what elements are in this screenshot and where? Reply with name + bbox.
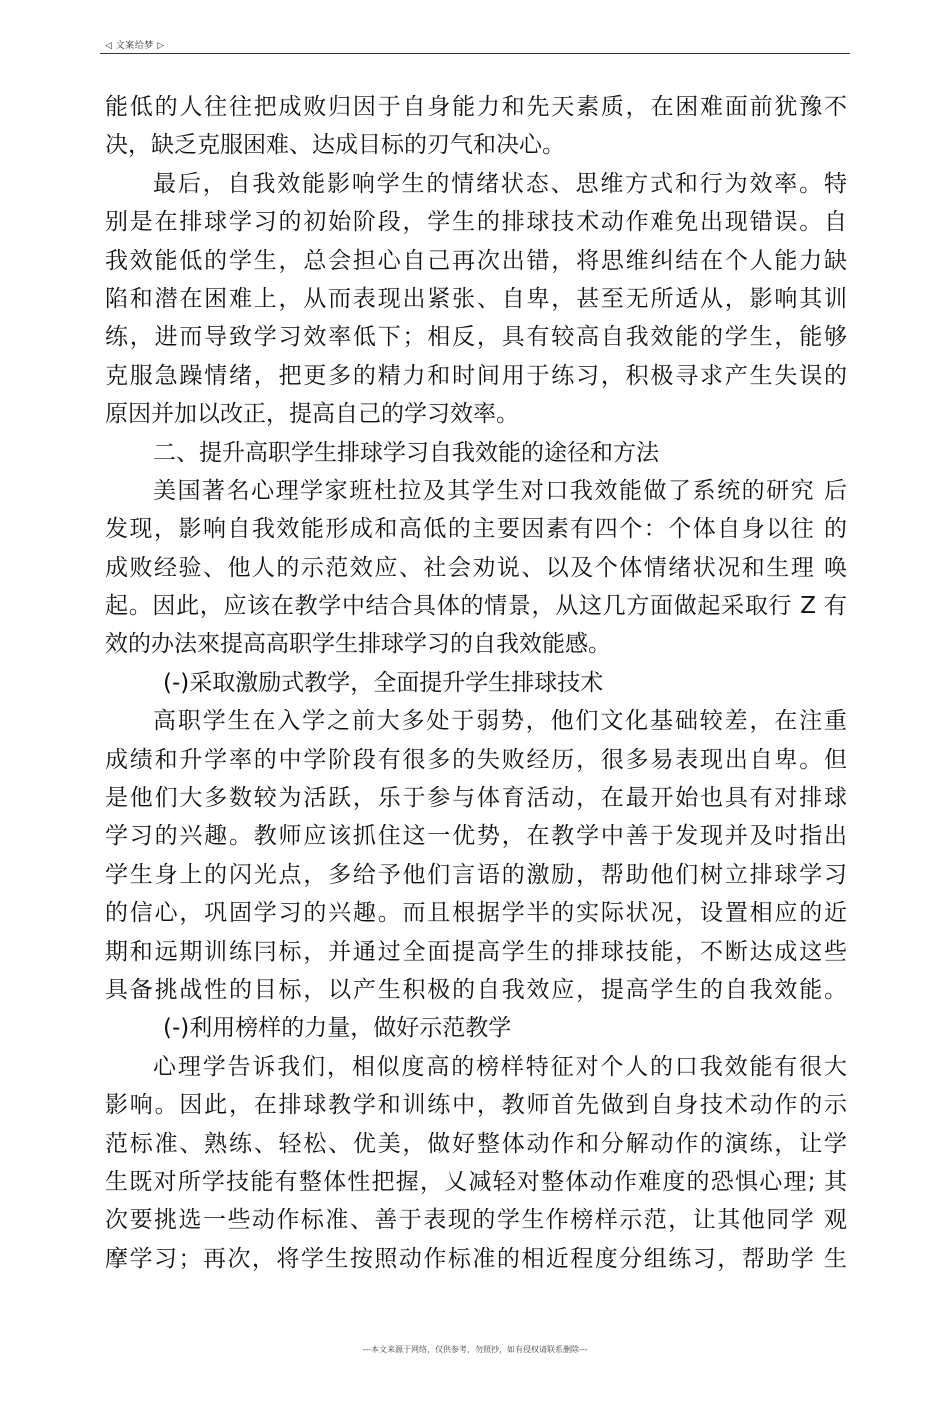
body-line: 成绩和升学率的中学阶段有很多的失败经历，很多易表现出自卑。但 [105, 746, 847, 773]
body-line: 次要挑选一些动作标准、善于表现的学生作榜样示范，让其他同学 观 [105, 1207, 847, 1234]
body-line: 能低的人往往把成败归因于自身能力和先天素质，在困难面前犹豫不 [105, 94, 847, 120]
body-line: 生既对所学技能有整体性把握，乂减轻对整体动作难度的恐惧心理; 其 [105, 1168, 847, 1195]
body-line: 原因并加以改正，提高自己的学习效率。 [105, 401, 519, 428]
body-line: 是他们大多数较为活跃，乐于参与体育活动，在最开始也具有对排球 [105, 785, 847, 812]
body-line: 心理学告诉我们，相似度高的榜样特征对个人的口我效能有很大 [153, 1053, 847, 1080]
body-line: 期和远期训练冃标，并通过全面提高学生的排球技能，不断达成这些 [105, 938, 847, 965]
body-line: (-)利用榜样的力量，做好示范教学 [163, 1015, 512, 1042]
page-header: ◁ 文案给梦 ▷ [105, 41, 165, 51]
body-line: 成败经验、他人的示范效应、社会劝说、以及个体情绪状况和生理 唤 [105, 554, 847, 581]
body-line: 决，缺乏克服困难、达成目标的刃气和决心。 [105, 132, 565, 159]
page-footer: ---本文来源于网络，仅供参考，勿照抄，如有侵权请联系删除--- [362, 1345, 588, 1354]
body-line: 克服急躁情绪，把更多的精力和时间用于练习，积极寻求产生失误的 [105, 362, 847, 389]
body-line: 我效能低的学生，总会担心自己再次出错，将思维纠结在个人能力缺 [105, 247, 847, 274]
body-line: 影响。因此，在排球教学和训练中，教师首先做到自身技术动作的示 [105, 1092, 847, 1119]
body-line: 的信心，巩固学习的兴趣。而且根据学半的实际状况，设置相应的近 [105, 900, 847, 927]
body-line: 学习的兴趣。教师应该抓住这一优势，在教学中善于发现并及吋指出 [105, 823, 847, 850]
document-body [105, 88, 847, 1278]
body-line: 起。因此，应该在教学中结合具体的情景，从这几方面做起采取行 Z 有 [105, 593, 847, 620]
body-line: 练，进而导致学习效率低下；相反，具有较高自我效能的学生，能够 [105, 324, 847, 351]
body-line: 具备挑战性的目标，以产生积极的自我效应，提高学生的自我效能。 [105, 976, 847, 1003]
body-line: 效的办法來提高高职学生排球学习的自我效能感。 [105, 631, 611, 658]
body-line: 陷和潜在困难上，从而表现出紧张、自卑，甚至无所适从，影响其训 [105, 285, 847, 312]
body-line: 最后，自我效能影响学生的情绪状态、思维方式和行为效率。特 [153, 170, 847, 197]
body-line: 学生身上的闪光点，多给予他们言语的激励，帮助他们树立排球学习 [105, 861, 847, 888]
body-line: 发现，影响自我效能形成和高低的主要因素有四个：个体自身以往 的 [105, 516, 847, 543]
body-line: 摩学习；再次，将学生按照动作标准的相近程度分组练习，帮助学 生 [105, 1245, 847, 1272]
header-rule [100, 53, 850, 54]
body-line: 美国著名心理学家班杜拉及其学生对口我效能做了系统的研究 后 [153, 477, 847, 504]
body-line: (-)采取激励式教学，全面提升学生排球技术 [163, 669, 604, 696]
body-line: 二、提升高职学生排球学习自我效能的途径和方法 [153, 439, 659, 466]
body-line: 高职学生在入学之前大多处于弱势，他们文化基础较差，在注重 [153, 708, 847, 735]
body-line: 别是在排球学习的初始阶段，学生的排球技术动作难免出现错误。自 [105, 209, 847, 236]
body-line: 范标准、熟练、轻松、优美，做好整体动作和分解动作的演练，让学 [105, 1130, 847, 1157]
